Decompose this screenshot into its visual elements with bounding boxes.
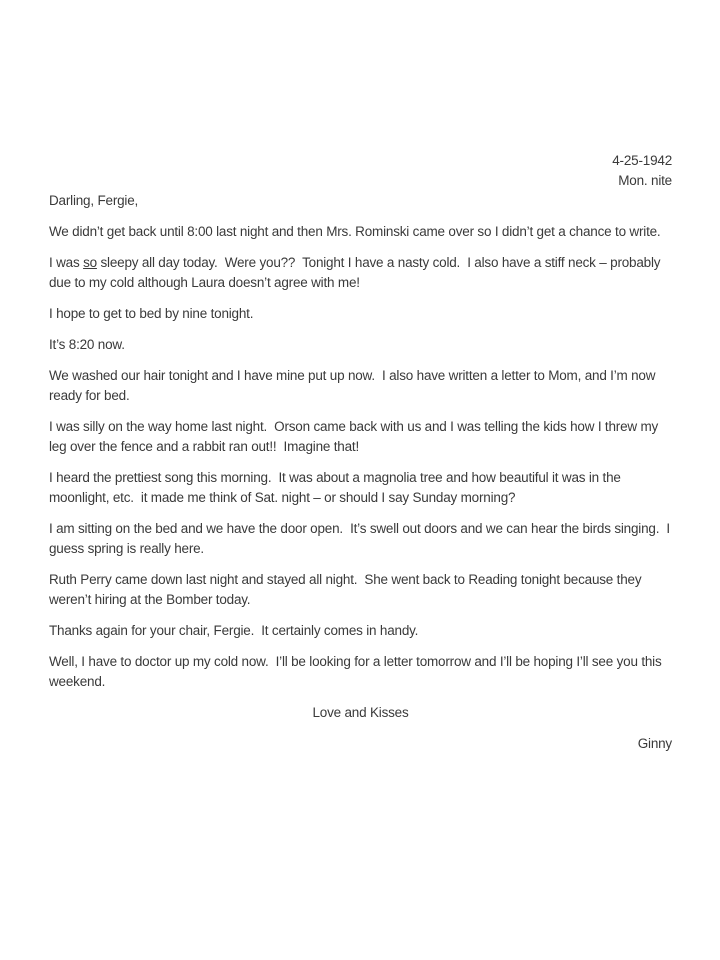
letter-paragraph: Thanks again for your chair, Fergie. It certainly comes in handy. <box>49 623 419 638</box>
letter-paragraph: I heard the prettiest song this morning. It was about a magnolia tree and how beautiful it was in the moonlight, etc. it made me think of Sat. night – or should I say Sunday morning? <box>49 470 625 505</box>
letter-date: 4-25-1942 <box>612 153 672 168</box>
letter-paragraph: Well, I have to doctor up my cold now. I’ll be looking for a letter tomorrow and I’ll be hoping I’ll see you this weekend. <box>49 654 666 689</box>
letter-paragraph: We didn’t get back until 8:00 last night and then Mrs. Rominski came over so I didn’t get a chance to write. <box>49 224 661 239</box>
letter-paragraph: It’s 8:20 now. <box>49 337 125 352</box>
letter-paragraph: I was so sleepy all day today. Were you?? Tonight I have a nasty cold. I also have a stiff neck – probably due to my cold although Laura doesn’t agree with me! <box>49 255 664 290</box>
letter-paragraph: Ruth Perry came down last night and stayed all night. She went back to Reading tonight because they weren’t hiring at the Bomber today. <box>49 572 645 607</box>
underlined-word: so <box>83 255 97 270</box>
signature: Ginny <box>637 736 672 751</box>
closing: Love and Kisses <box>312 705 409 720</box>
salutation: Darling, Fergie, <box>49 193 139 208</box>
dateline <box>49 151 672 191</box>
letter-paragraph: We washed our hair tonight and I have mine put up now. I also have written a letter to Mom, and I’m now ready for bed. <box>49 368 659 403</box>
letter-paragraph: I hope to get to bed by nine tonight. <box>49 306 254 321</box>
letter-body <box>49 222 672 692</box>
letter-paragraph: I was silly on the way home last night. Orson came back with us and I was telling the kids how I threw my leg over the fence and a rabbit ran out!! Imagine that! <box>49 419 662 454</box>
letter-day: Mon. nite <box>618 173 672 188</box>
letter-paragraph: I am sitting on the bed and we have the door open. It’s swell out doors and we can hear the birds singing. I guess spring is really here. <box>49 521 674 556</box>
